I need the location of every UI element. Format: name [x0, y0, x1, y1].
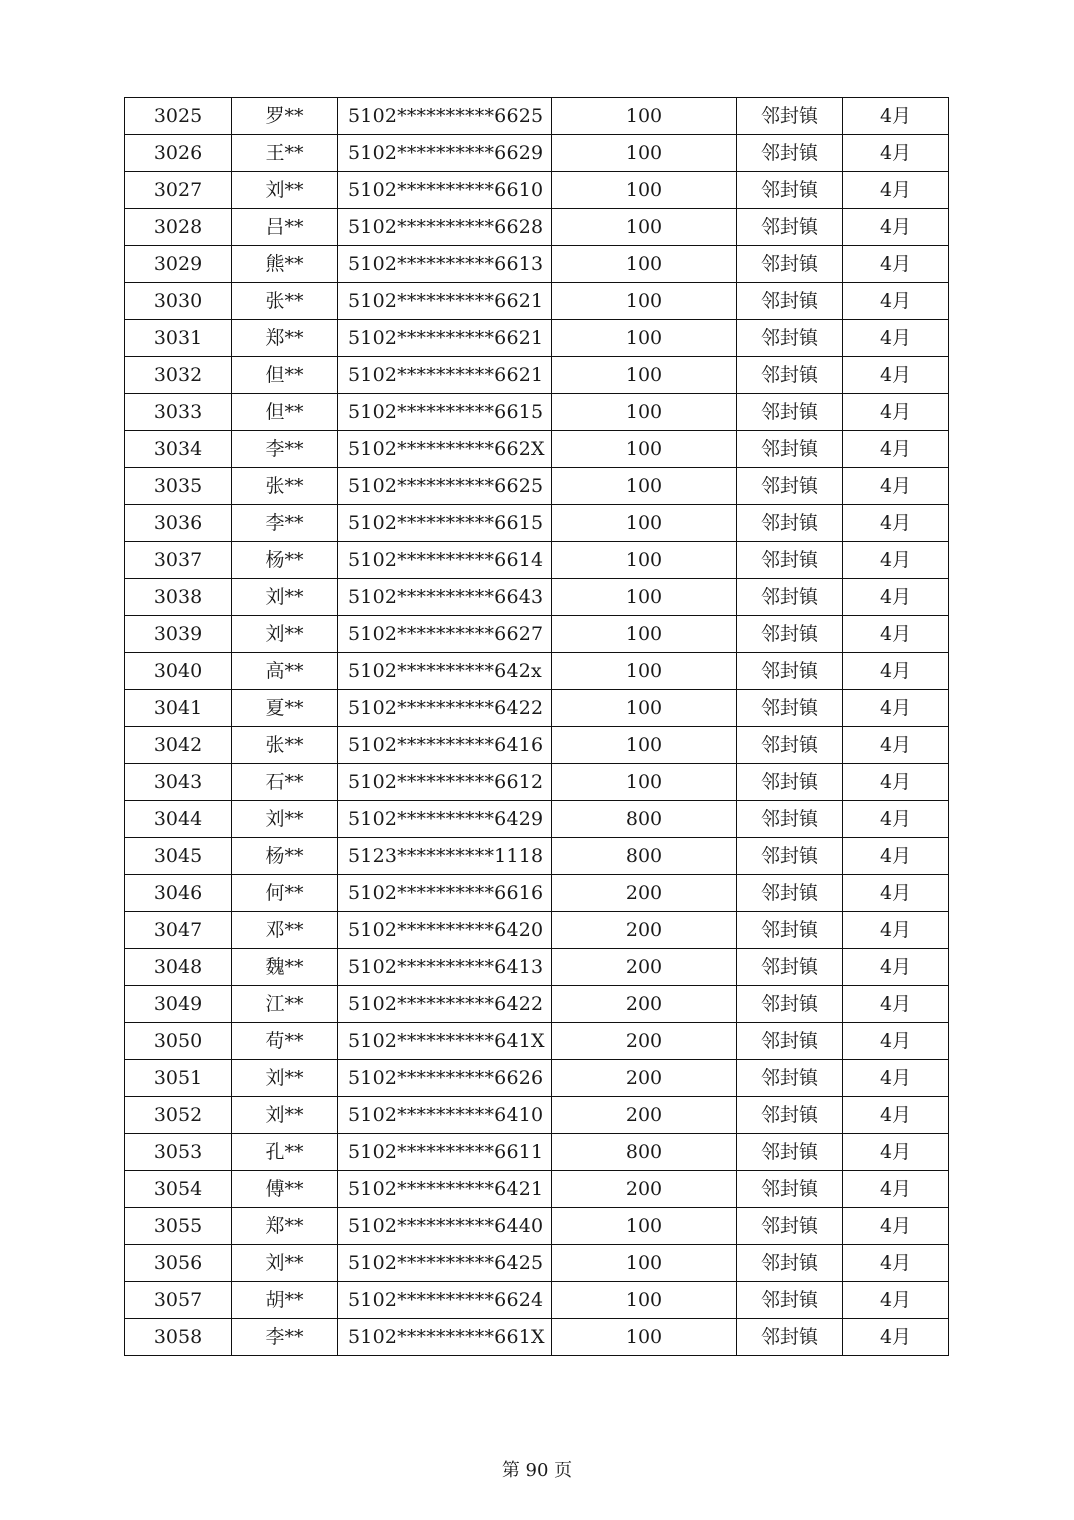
serial-cell: 3057 [125, 1282, 232, 1319]
month-cell: 4月 [843, 912, 949, 949]
serial-cell: 3056 [125, 1245, 232, 1282]
amount-cell: 100 [552, 616, 737, 653]
serial-cell: 3048 [125, 949, 232, 986]
table-row [125, 1134, 949, 1171]
table-row [125, 209, 949, 246]
town-cell: 邻封镇 [737, 283, 843, 320]
month-cell: 4月 [843, 1023, 949, 1060]
name-cell: 但** [232, 357, 338, 394]
month-cell: 4月 [843, 172, 949, 209]
amount-cell: 200 [552, 986, 737, 1023]
id-number-cell: 5102**********6612 [338, 764, 552, 801]
name-cell: 傅** [232, 1171, 338, 1208]
serial-cell: 3033 [125, 394, 232, 431]
month-cell: 4月 [843, 320, 949, 357]
amount-cell: 200 [552, 875, 737, 912]
serial-cell: 3030 [125, 283, 232, 320]
serial-cell: 3046 [125, 875, 232, 912]
id-number-cell: 5102**********6440 [338, 1208, 552, 1245]
month-cell: 4月 [843, 468, 949, 505]
table-row [125, 690, 949, 727]
table-row [125, 653, 949, 690]
name-cell: 李** [232, 1319, 338, 1356]
name-cell: 胡** [232, 1282, 338, 1319]
amount-cell: 100 [552, 505, 737, 542]
table-row [125, 949, 949, 986]
name-cell: 何** [232, 875, 338, 912]
town-cell: 邻封镇 [737, 949, 843, 986]
id-number-cell: 5102**********642x [338, 653, 552, 690]
serial-cell: 3052 [125, 1097, 232, 1134]
amount-cell: 100 [552, 98, 737, 135]
page-number: 第 90 页 [501, 1460, 573, 1481]
amount-cell: 800 [552, 801, 737, 838]
serial-cell: 3028 [125, 209, 232, 246]
town-cell: 邻封镇 [737, 727, 843, 764]
name-cell: 张** [232, 283, 338, 320]
id-number-cell: 5102**********6422 [338, 986, 552, 1023]
month-cell: 4月 [843, 579, 949, 616]
table-row [125, 579, 949, 616]
serial-cell: 3051 [125, 1060, 232, 1097]
month-cell: 4月 [843, 616, 949, 653]
id-number-cell: 5102**********6625 [338, 468, 552, 505]
id-number-cell: 5102**********6420 [338, 912, 552, 949]
amount-cell: 100 [552, 1245, 737, 1282]
id-number-cell: 5102**********6629 [338, 135, 552, 172]
table-row [125, 1208, 949, 1245]
month-cell: 4月 [843, 838, 949, 875]
serial-cell: 3025 [125, 98, 232, 135]
table-row [125, 1319, 949, 1356]
amount-cell: 200 [552, 912, 737, 949]
name-cell: 魏** [232, 949, 338, 986]
table-row [125, 1171, 949, 1208]
town-cell: 邻封镇 [737, 875, 843, 912]
table-row [125, 616, 949, 653]
serial-cell: 3055 [125, 1208, 232, 1245]
amount-cell: 100 [552, 357, 737, 394]
name-cell: 刘** [232, 1060, 338, 1097]
amount-cell: 200 [552, 1060, 737, 1097]
serial-cell: 3034 [125, 431, 232, 468]
amount-cell: 100 [552, 209, 737, 246]
name-cell: 刘** [232, 579, 338, 616]
table-row [125, 1023, 949, 1060]
id-number-cell: 5102**********6621 [338, 283, 552, 320]
amount-cell: 200 [552, 949, 737, 986]
id-number-cell: 5102**********6627 [338, 616, 552, 653]
town-cell: 邻封镇 [737, 357, 843, 394]
id-number-cell: 5102**********6624 [338, 1282, 552, 1319]
amount-cell: 100 [552, 579, 737, 616]
table-row [125, 1282, 949, 1319]
town-cell: 邻封镇 [737, 1097, 843, 1134]
name-cell: 刘** [232, 616, 338, 653]
town-cell: 邻封镇 [737, 542, 843, 579]
record-table [124, 97, 949, 1356]
month-cell: 4月 [843, 801, 949, 838]
serial-cell: 3041 [125, 690, 232, 727]
serial-cell: 3058 [125, 1319, 232, 1356]
name-cell: 熊** [232, 246, 338, 283]
amount-cell: 200 [552, 1023, 737, 1060]
town-cell: 邻封镇 [737, 1023, 843, 1060]
amount-cell: 200 [552, 1097, 737, 1134]
town-cell: 邻封镇 [737, 505, 843, 542]
name-cell: 但** [232, 394, 338, 431]
id-number-cell: 5102**********6616 [338, 875, 552, 912]
table-row [125, 357, 949, 394]
table-row [125, 98, 949, 135]
id-number-cell: 5123**********1118 [338, 838, 552, 875]
table-row [125, 912, 949, 949]
town-cell: 邻封镇 [737, 986, 843, 1023]
amount-cell: 100 [552, 764, 737, 801]
id-number-cell: 5102**********6621 [338, 320, 552, 357]
serial-cell: 3043 [125, 764, 232, 801]
name-cell: 郑** [232, 320, 338, 357]
month-cell: 4月 [843, 246, 949, 283]
town-cell: 邻封镇 [737, 1060, 843, 1097]
table-row [125, 764, 949, 801]
month-cell: 4月 [843, 949, 949, 986]
amount-cell: 100 [552, 468, 737, 505]
name-cell: 孔** [232, 1134, 338, 1171]
amount-cell: 100 [552, 542, 737, 579]
amount-cell: 200 [552, 1171, 737, 1208]
town-cell: 邻封镇 [737, 394, 843, 431]
table-row [125, 727, 949, 764]
serial-cell: 3044 [125, 801, 232, 838]
id-number-cell: 5102**********6615 [338, 394, 552, 431]
serial-cell: 3036 [125, 505, 232, 542]
town-cell: 邻封镇 [737, 912, 843, 949]
table-row [125, 172, 949, 209]
town-cell: 邻封镇 [737, 838, 843, 875]
record-table-body [125, 98, 949, 1356]
table-row [125, 320, 949, 357]
town-cell: 邻封镇 [737, 172, 843, 209]
id-number-cell: 5102**********661X [338, 1319, 552, 1356]
id-number-cell: 5102**********641X [338, 1023, 552, 1060]
month-cell: 4月 [843, 1282, 949, 1319]
name-cell: 高** [232, 653, 338, 690]
table-row [125, 468, 949, 505]
table-row [125, 394, 949, 431]
name-cell: 王** [232, 135, 338, 172]
serial-cell: 3042 [125, 727, 232, 764]
amount-cell: 100 [552, 690, 737, 727]
serial-cell: 3035 [125, 468, 232, 505]
name-cell: 刘** [232, 1097, 338, 1134]
table-row [125, 246, 949, 283]
name-cell: 刘** [232, 1245, 338, 1282]
serial-cell: 3027 [125, 172, 232, 209]
table-row [125, 1060, 949, 1097]
amount-cell: 100 [552, 246, 737, 283]
month-cell: 4月 [843, 764, 949, 801]
town-cell: 邻封镇 [737, 246, 843, 283]
town-cell: 邻封镇 [737, 653, 843, 690]
id-number-cell: 5102**********6625 [338, 98, 552, 135]
month-cell: 4月 [843, 1134, 949, 1171]
id-number-cell: 5102**********6610 [338, 172, 552, 209]
name-cell: 张** [232, 727, 338, 764]
amount-cell: 100 [552, 320, 737, 357]
amount-cell: 100 [552, 394, 737, 431]
id-number-cell: 5102**********6425 [338, 1245, 552, 1282]
serial-cell: 3039 [125, 616, 232, 653]
name-cell: 郑** [232, 1208, 338, 1245]
name-cell: 苟** [232, 1023, 338, 1060]
month-cell: 4月 [843, 875, 949, 912]
amount-cell: 100 [552, 653, 737, 690]
amount-cell: 100 [552, 172, 737, 209]
id-number-cell: 5102**********662X [338, 431, 552, 468]
id-number-cell: 5102**********6628 [338, 209, 552, 246]
table-row [125, 505, 949, 542]
amount-cell: 100 [552, 727, 737, 764]
id-number-cell: 5102**********6413 [338, 949, 552, 986]
month-cell: 4月 [843, 505, 949, 542]
table-row [125, 283, 949, 320]
id-number-cell: 5102**********6410 [338, 1097, 552, 1134]
name-cell: 张** [232, 468, 338, 505]
month-cell: 4月 [843, 1319, 949, 1356]
table-row [125, 986, 949, 1023]
table-row [125, 431, 949, 468]
town-cell: 邻封镇 [737, 1171, 843, 1208]
table-row [125, 801, 949, 838]
id-number-cell: 5102**********6643 [338, 579, 552, 616]
month-cell: 4月 [843, 653, 949, 690]
name-cell: 李** [232, 431, 338, 468]
amount-cell: 100 [552, 1208, 737, 1245]
month-cell: 4月 [843, 542, 949, 579]
serial-cell: 3026 [125, 135, 232, 172]
town-cell: 邻封镇 [737, 1245, 843, 1282]
month-cell: 4月 [843, 1245, 949, 1282]
serial-cell: 3053 [125, 1134, 232, 1171]
town-cell: 邻封镇 [737, 135, 843, 172]
month-cell: 4月 [843, 986, 949, 1023]
town-cell: 邻封镇 [737, 320, 843, 357]
town-cell: 邻封镇 [737, 209, 843, 246]
amount-cell: 100 [552, 1319, 737, 1356]
serial-cell: 3049 [125, 986, 232, 1023]
month-cell: 4月 [843, 1171, 949, 1208]
table-row [125, 135, 949, 172]
town-cell: 邻封镇 [737, 616, 843, 653]
name-cell: 李** [232, 505, 338, 542]
serial-cell: 3037 [125, 542, 232, 579]
name-cell: 罗** [232, 98, 338, 135]
town-cell: 邻封镇 [737, 98, 843, 135]
id-number-cell: 5102**********6421 [338, 1171, 552, 1208]
month-cell: 4月 [843, 690, 949, 727]
town-cell: 邻封镇 [737, 1134, 843, 1171]
name-cell: 吕** [232, 209, 338, 246]
id-number-cell: 5102**********6422 [338, 690, 552, 727]
month-cell: 4月 [843, 727, 949, 764]
month-cell: 4月 [843, 98, 949, 135]
town-cell: 邻封镇 [737, 431, 843, 468]
id-number-cell: 5102**********6615 [338, 505, 552, 542]
id-number-cell: 5102**********6416 [338, 727, 552, 764]
amount-cell: 800 [552, 1134, 737, 1171]
table-row [125, 542, 949, 579]
serial-cell: 3047 [125, 912, 232, 949]
name-cell: 刘** [232, 172, 338, 209]
town-cell: 邻封镇 [737, 579, 843, 616]
month-cell: 4月 [843, 209, 949, 246]
serial-cell: 3054 [125, 1171, 232, 1208]
amount-cell: 100 [552, 283, 737, 320]
serial-cell: 3038 [125, 579, 232, 616]
town-cell: 邻封镇 [737, 801, 843, 838]
id-number-cell: 5102**********6621 [338, 357, 552, 394]
name-cell: 杨** [232, 838, 338, 875]
month-cell: 4月 [843, 357, 949, 394]
name-cell: 刘** [232, 801, 338, 838]
month-cell: 4月 [843, 431, 949, 468]
town-cell: 邻封镇 [737, 1208, 843, 1245]
serial-cell: 3029 [125, 246, 232, 283]
id-number-cell: 5102**********6429 [338, 801, 552, 838]
month-cell: 4月 [843, 1097, 949, 1134]
town-cell: 邻封镇 [737, 764, 843, 801]
serial-cell: 3031 [125, 320, 232, 357]
serial-cell: 3050 [125, 1023, 232, 1060]
amount-cell: 100 [552, 135, 737, 172]
serial-cell: 3040 [125, 653, 232, 690]
name-cell: 邓** [232, 912, 338, 949]
id-number-cell: 5102**********6611 [338, 1134, 552, 1171]
town-cell: 邻封镇 [737, 1282, 843, 1319]
month-cell: 4月 [843, 135, 949, 172]
serial-cell: 3032 [125, 357, 232, 394]
town-cell: 邻封镇 [737, 1319, 843, 1356]
name-cell: 石** [232, 764, 338, 801]
month-cell: 4月 [843, 1208, 949, 1245]
month-cell: 4月 [843, 394, 949, 431]
month-cell: 4月 [843, 1060, 949, 1097]
id-number-cell: 5102**********6613 [338, 246, 552, 283]
amount-cell: 800 [552, 838, 737, 875]
table-row [125, 875, 949, 912]
table-row [125, 1097, 949, 1134]
town-cell: 邻封镇 [737, 468, 843, 505]
month-cell: 4月 [843, 283, 949, 320]
table-row [125, 1245, 949, 1282]
name-cell: 江** [232, 986, 338, 1023]
id-number-cell: 5102**********6626 [338, 1060, 552, 1097]
amount-cell: 100 [552, 1282, 737, 1319]
town-cell: 邻封镇 [737, 690, 843, 727]
name-cell: 杨** [232, 542, 338, 579]
id-number-cell: 5102**********6614 [338, 542, 552, 579]
name-cell: 夏** [232, 690, 338, 727]
table-row [125, 838, 949, 875]
amount-cell: 100 [552, 431, 737, 468]
serial-cell: 3045 [125, 838, 232, 875]
